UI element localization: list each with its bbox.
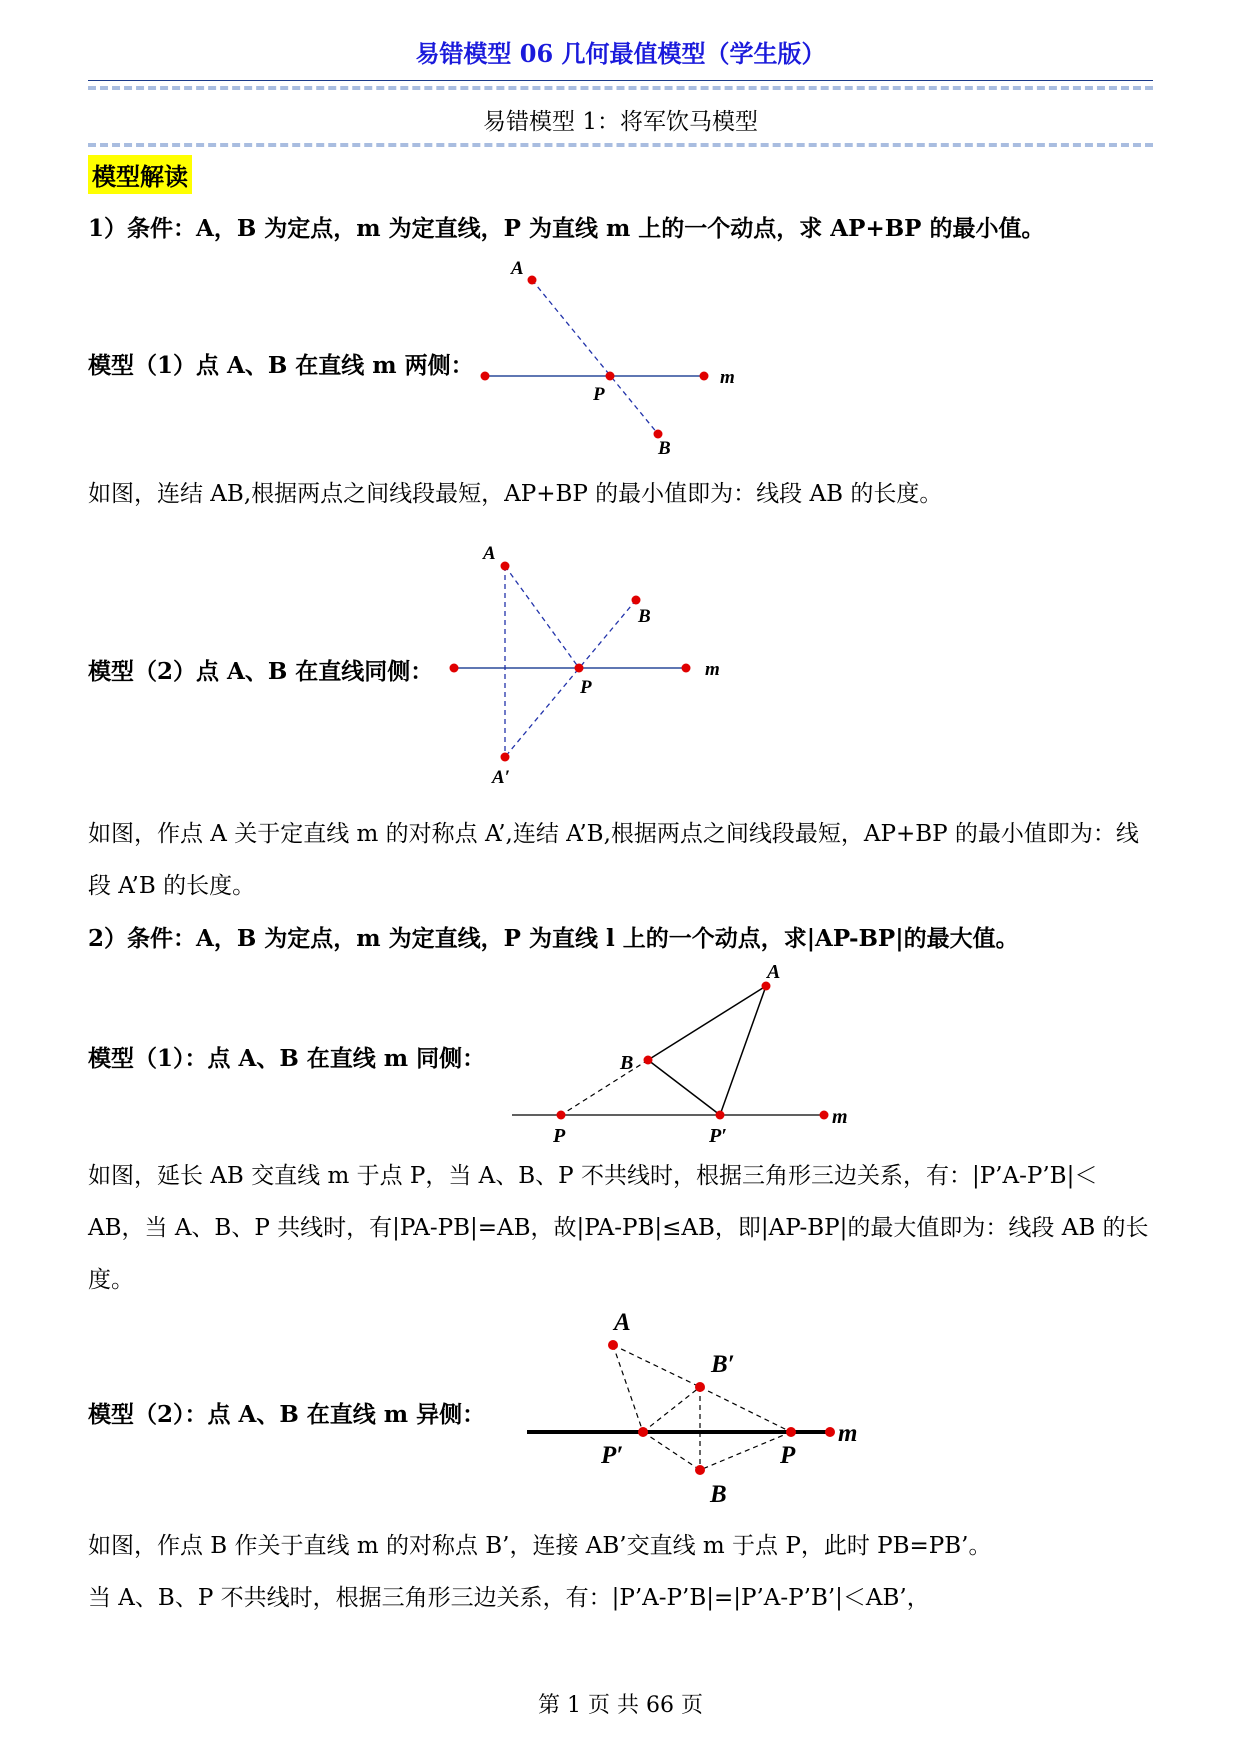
fig2-label-P: P [580, 677, 592, 698]
model-1-1-text: 如图，连结 AB,根据两点之间线段最短，AP+BP 的最小值即为：线段 AB 的长度。 [88, 481, 943, 507]
fig2-label-B: B [638, 606, 651, 627]
page-footer: 第 1 页 共 66 页 [538, 1693, 703, 1718]
model-2-2-text-1: 如图，作点 B 作关于直线 m 的对称点 B’，连接 AB’交直线 m 于点 P，此时 PB=PB’。 [88, 1533, 992, 1559]
fig1-label-A: A [511, 258, 524, 279]
fig3-label-P: P [553, 1125, 566, 1147]
fig4-label-P-prime: P′ [601, 1442, 624, 1469]
fig3-label-m: m [832, 1106, 848, 1128]
model-1-2-label: 模型（2）点 A、B 在直线同侧： [88, 658, 434, 685]
model-1-1-label: 模型（1）点 A、B 在直线 m 两侧： [88, 352, 474, 379]
model-2-2-label: 模型（2）：点 A、B 在直线 m 异侧： [88, 1401, 486, 1428]
fig2-label-A-prime: A′ [492, 767, 511, 788]
document-title: 易错模型 06 几何最值模型（学生版） [415, 39, 826, 68]
fig4-label-m: m [838, 1420, 858, 1447]
fig3-label-A: A [767, 961, 781, 983]
fig2-label-A: A [483, 543, 496, 564]
condition-1: 1）条件：A，B 为定点，m 为定直线，P 为直线 m 上的一个动点，求 AP+BP 的最小值。 [88, 215, 1045, 242]
fig4-label-B: B [710, 1481, 727, 1508]
fig4-label-B-prime: B′ [711, 1351, 735, 1378]
model-2-2-text-2: 当 A、B、P 不共线时，根据三角形三边关系，有：|P’A-P’B|=|P’A-P’B’|＜AB’， [88, 1585, 930, 1611]
fig4-label-A: A [614, 1309, 631, 1336]
section-title: 易错模型 1：将军饮马模型 [483, 109, 758, 135]
fig1-label-P: P [593, 384, 605, 405]
condition-2: 2）条件：A，B 为定点，m 为定直线，P 为直线 l 上的一个动点，求|AP-BP|的最大值。 [88, 925, 1019, 952]
section-tag: 模型解读 [88, 155, 192, 194]
model-2-1-text: 如图，延长 AB 交直线 m 于点 P，当 A、B、P 不共线时，根据三角形三边关系，有：|P’A-P’B|＜AB，当 A、B、P 共线时，有|PA-PB|=AB，故|PA-PB|≤AB，即|AP-BP|的最大值即为：线段 AB 的长度。 [88, 1163, 1149, 1293]
fig3-label-P-prime: P′ [709, 1125, 727, 1147]
fig1-label-m: m [720, 367, 735, 388]
fig4-label-P: P [780, 1442, 796, 1469]
fig2-label-m: m [705, 659, 720, 680]
fig1-label-B: B [658, 438, 671, 459]
model-1-2-text: 如图，作点 A 关于定直线 m 的对称点 A’,连结 A’B,根据两点之间线段最短，AP+BP 的最小值即为：线段 A’B 的长度。 [88, 821, 1139, 899]
fig3-label-B: B [620, 1052, 634, 1074]
model-2-1-label: 模型（1）：点 A、B 在直线 m 同侧： [88, 1045, 486, 1072]
